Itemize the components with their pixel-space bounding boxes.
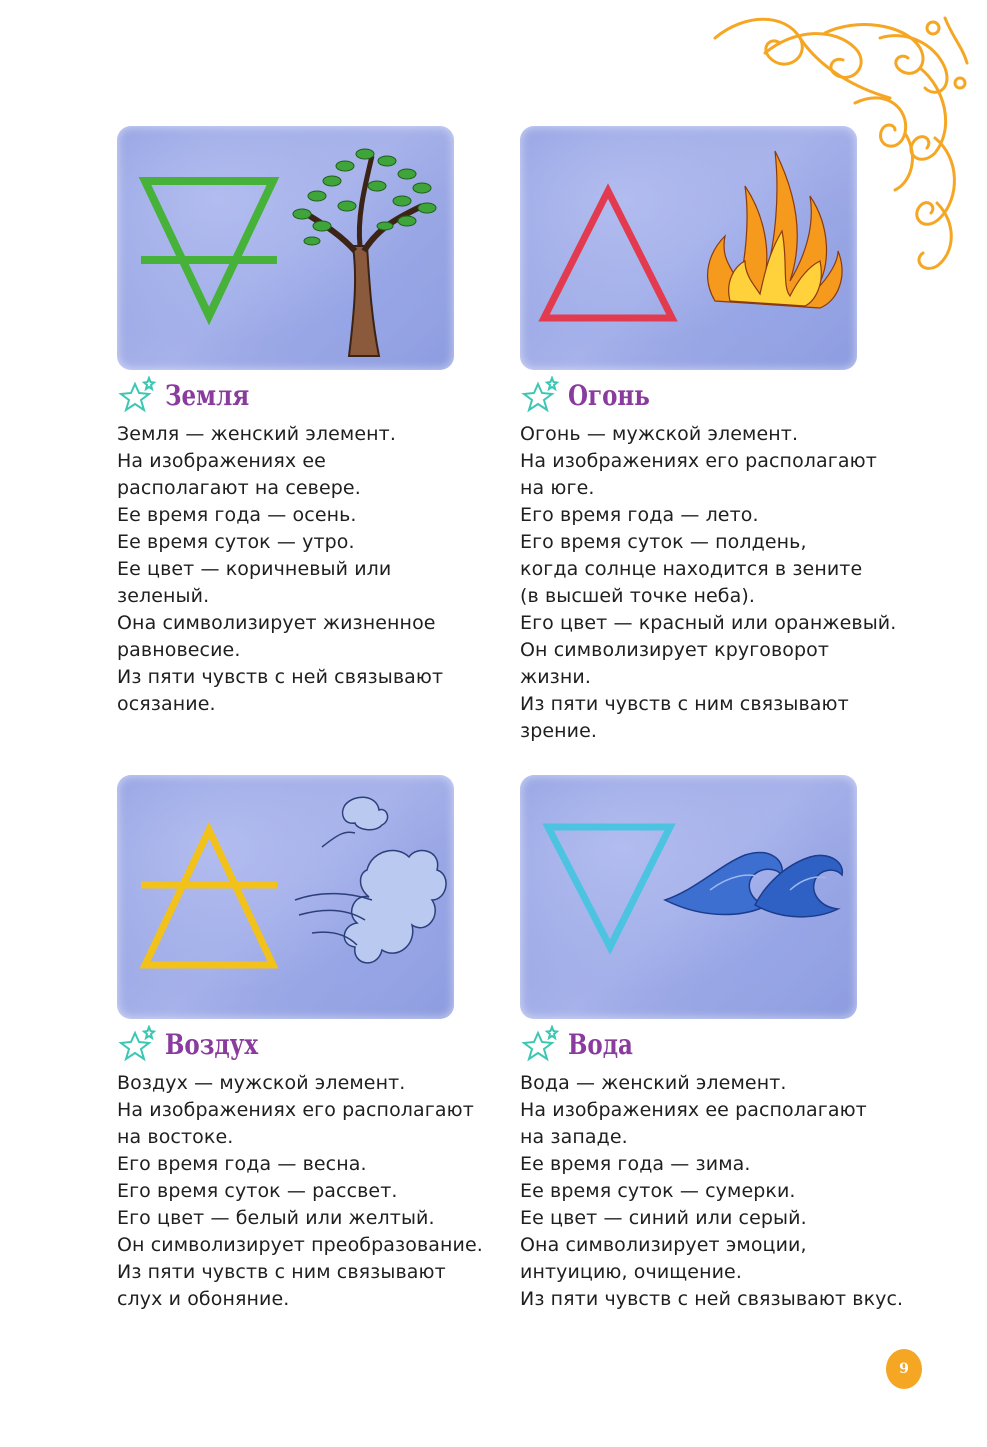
- text-line: Из пяти чувств с ним связывают: [520, 693, 849, 715]
- element-title: Вода: [568, 1027, 633, 1061]
- element-heading: [520, 1025, 647, 1063]
- wave-icon: [665, 853, 842, 917]
- text-line: равновесие.: [117, 639, 241, 661]
- water-symbol-icon: [548, 827, 670, 947]
- text-line: Она символизирует эмоции,: [520, 1234, 807, 1256]
- text-line: Ее время года — осень.: [117, 504, 357, 526]
- text-line: на западе.: [520, 1126, 628, 1148]
- earth-symbol-icon: [141, 181, 277, 316]
- wind-icon: [295, 797, 446, 963]
- text-line: Из пяти чувств с ней связывают: [117, 666, 444, 688]
- text-line: зеленый.: [117, 585, 210, 607]
- earth-illustration: [117, 126, 454, 370]
- text-line: слух и обоняние.: [117, 1288, 290, 1310]
- text-line: (в высшей точке неба).: [520, 585, 756, 607]
- star-icon: [117, 1025, 157, 1063]
- text-line: На изображениях его располагают: [117, 1099, 474, 1121]
- fire-icon: [708, 151, 842, 308]
- text-line: Его цвет — красный или оранжевый.: [520, 612, 897, 634]
- text-line: Его цвет — белый или желтый.: [117, 1207, 435, 1229]
- element-title: Земля: [165, 378, 250, 412]
- text-line: Ее цвет — коричневый или: [117, 558, 392, 580]
- text-line: Земля — женский элемент.: [117, 423, 396, 445]
- star-icon: [520, 1025, 560, 1063]
- text-line: когда солнце находится в зените: [520, 558, 863, 580]
- element-heading: [117, 376, 268, 414]
- element-title: Огонь: [568, 378, 650, 412]
- text-line: Ее время суток — утро.: [117, 531, 355, 553]
- text-line: Его время года — весна.: [117, 1153, 367, 1175]
- element-description: [117, 421, 497, 718]
- page-number: 9: [899, 1361, 909, 1377]
- text-line: Вода — женский элемент.: [520, 1072, 787, 1094]
- element-heading: [520, 376, 668, 414]
- text-line: Ее цвет — синий или серый.: [520, 1207, 807, 1229]
- text-line: осязание.: [117, 693, 216, 715]
- air-illustration: [117, 775, 454, 1019]
- fire-illustration: [520, 126, 857, 370]
- text-line: на востоке.: [117, 1126, 234, 1148]
- text-line: На изображениях ее: [117, 450, 326, 472]
- element-description: [117, 1070, 497, 1313]
- text-line: Его время суток — полдень,: [520, 531, 807, 553]
- star-icon: [117, 376, 157, 414]
- fire-symbol-icon: [544, 191, 672, 318]
- text-line: На изображениях его располагают: [520, 450, 877, 472]
- text-line: Ее время суток — сумерки.: [520, 1180, 796, 1202]
- element-heading: [117, 1025, 279, 1063]
- text-line: Огонь — мужской элемент.: [520, 423, 799, 445]
- page-number-badge: [886, 1349, 922, 1389]
- star-icon: [520, 376, 560, 414]
- air-symbol-icon: [141, 830, 277, 965]
- text-line: Ее время года — зима.: [520, 1153, 751, 1175]
- text-line: располагают на севере.: [117, 477, 361, 499]
- text-line: Из пяти чувств с ней связывают вкус.: [520, 1288, 904, 1310]
- text-line: Его время суток — рассвет.: [117, 1180, 398, 1202]
- text-line: зрение.: [520, 720, 598, 742]
- text-line: Он символизирует преобразование.: [117, 1234, 483, 1256]
- text-line: жизни.: [520, 666, 591, 688]
- text-line: Воздух — мужской элемент.: [117, 1072, 406, 1094]
- element-description: [520, 1070, 904, 1313]
- text-line: Его время года — лето.: [520, 504, 759, 526]
- text-line: На изображениях ее располагают: [520, 1099, 867, 1121]
- water-illustration: [520, 775, 857, 1019]
- text-line: интуицию, очищение.: [520, 1261, 742, 1283]
- text-line: Она символизирует жизненное: [117, 612, 436, 634]
- element-title: Воздух: [165, 1027, 259, 1061]
- element-description: [520, 421, 900, 745]
- text-line: на юге.: [520, 477, 595, 499]
- text-line: Он символизирует круговорот: [520, 639, 830, 661]
- tree-icon: [293, 149, 436, 356]
- text-line: Из пяти чувств с ним связывают: [117, 1261, 446, 1283]
